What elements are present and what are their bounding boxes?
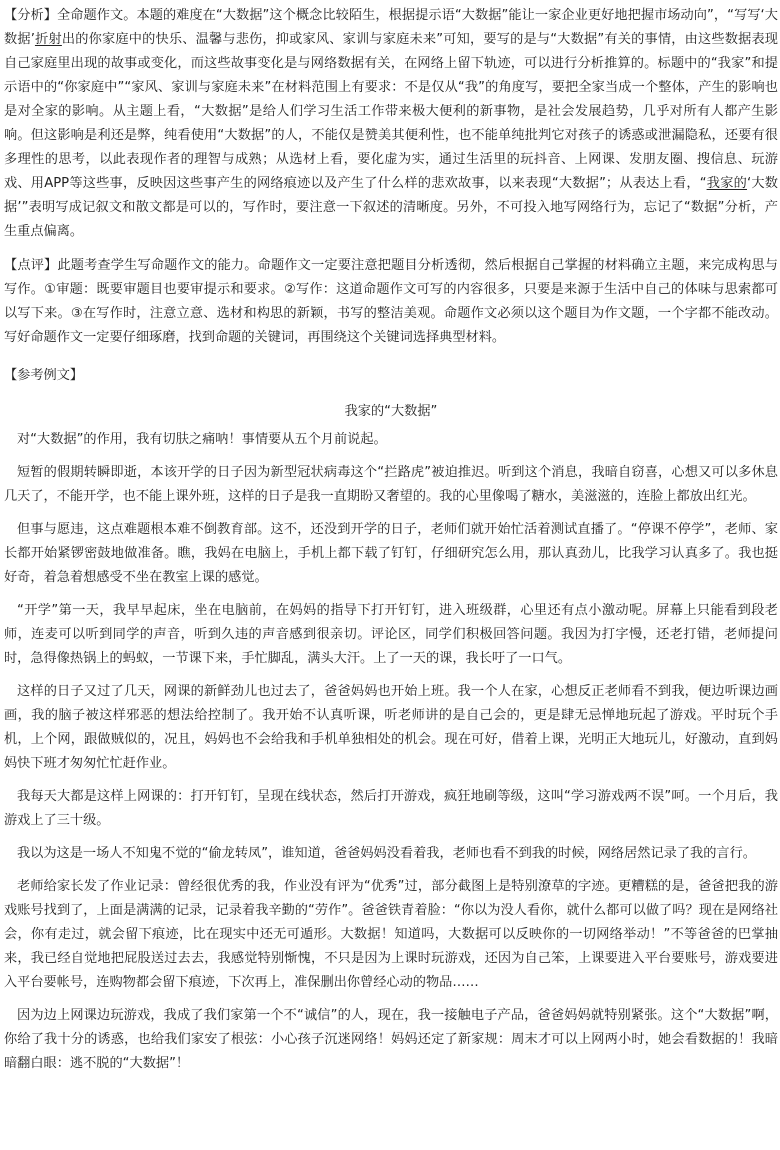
essay-paragraph: 老师给家长发了作业记录：曾经很优秀的我，作业没有评为“优秀”过，部分截图上是特别潦草的字迹。更糟糕的是，爸爸把我的游戏账号找到了，上面是满满的记录，记录着我辛勤的“劳作”。爸爸铁青着脸：“你以为没人看你，就什么都可以做了吗？现在是网络社会，你有走过，就会留下痕迹，比在现实中还无可遁形。大数据！知道吗，大数据可以反映你的一切网络举动！”不等爸爸的巴掌抽来，我已经自觉地把屁股送过去去，我感觉特别惭愧，不只是因为上课时玩游戏，还因为自己笨，上课要进入平台要账号，游戏要进入平台要帐号，连购物都会留下痕迹，下次再上，准保删出你曾经心动的物品……	[4, 879, 778, 990]
comment-section	[4, 254, 778, 350]
essay-paragraph: 我每天大都是这样上网课的：打开钉钉，呈现在线状态，然后打开游戏，疯狂地刷等级，这叫“学习游戏两不误”呵。一个月后，我游戏上了三十级。	[4, 789, 778, 828]
essay-paragraph: 但事与愿违，这点难题根本难不倒教育部。这不，还没到开学的日子，老师们就开始忙活着测试直播了。“停课不停学”，老师、家长都开始紧锣密鼓地做准备。瞧，我妈在电脑上，手机上都下载了钉钉，仔细研究怎么用，那认真劲儿，比我学习认真多了。我也挺好奇，着急着想感受不坐在教室上课的感觉。	[4, 522, 778, 585]
comment-label: 【点评】	[4, 258, 58, 273]
analysis-label: 【分析】	[4, 8, 57, 23]
comment-text: 此题考查学生写命题作文的能力。命题作文一定要注意把题目分析透彻，然后根据自己掌握的材料确立主题，来完成构思与写作。①审题：既要审题目也要审提示和要求。②写作：这道命题作文可写的内容很多，只要是来源于生活中自己的体味与思索都可以写下来。③在写作时，注意立意、选材和构思的新颖，书写的整洁美观。命题作文必须以这个题目为作文题，一个字都不能改动。写好命题作文一定要仔细琢磨，找到命题的关键词，再围绕这个关键词选择典型材料。	[4, 258, 778, 345]
essay-paragraph: 因为边上网课边玩游戏，我成了我们家第一个不“诚信”的人，现在，我一接触电子产品，爸爸妈妈就特别紧张。这个“大数据”啊，你给了我十分的诱惑，也给我们家安了根弦：小心孩子沉迷网络！妈妈还定了新家规：周末才可以上网两小时，她会看数据的！我暗暗翻白眼：逃不脱的“大数据”！	[4, 1008, 778, 1071]
analysis-underlined-phrase: 我家的	[706, 176, 747, 191]
analysis-text-part2: 出的你家庭中的快乐、温馨与悲伤，抑或家风、家训与家庭未来”可知，要写的是与“大数据”有关的事情，由这些数据表现自己家庭里出现的故事或变化，而这些故事变化是与网络数据有关，在网络上留下轨迹，可以进行分析推算的。标题中的“我家”和提示语中的“你家庭中”“家风、家训与家庭未来”在材料范围上有要求：不是仅从“我”的角度写，要把全家当成一个整体，产生的影响也是对全家的影响。从主题上看，“大数据”是给人们学习生活工作带来极大便利的新事物，是社会发展趋势，几乎对所有人都产生影响。但这影响是利还是弊，纯看使用“大数据”的人，不能仅是赞美其便利性，也不能单纯批判它对孩子的诱惑或泄漏隐私，还要有很多理性的思考，以此表现作者的理智与成熟；从选材上看，要化虚为实，通过生活里的玩抖音、上网课、发朋友圈、搜信息、玩游戏、用APP等这些事，反映因这些事产生的网络痕迹以及产生了什么样的悲欢故事，以来表现“大数据”；从表达上看，“	[4, 32, 778, 191]
analysis-underlined-word: 折射	[34, 32, 62, 47]
essay-paragraph: “开学”第一天，我早早起床，坐在电脑前，在妈妈的指导下打开钉钉，进入班级群，心里还有点小激动呢。屏幕上只能看到段老师，连麦可以听到同学的声音，听到久违的声音感到很亲切。评论区，同学们积极回答问题。我因为打字慢，还老打错，老师提问时，急得像热锅上的蚂蚁，一节课下来，手忙脚乱，满头大汗。上了一天的课，我长吁了一口气。	[4, 603, 778, 666]
essay-paragraph: 我以为这是一场人不知鬼不觉的“偷龙转凤”，谁知道，爸爸妈妈没看着我，老师也看不到我的时候，网络居然记录了我的言行。	[17, 846, 756, 861]
reference-label: 【参考例文】	[4, 368, 84, 383]
analysis-text-part3: ‘大数据’”表明写成记叙文和散文都是可以的，写作时，要注意一下叙述的清晰度。另外，不可投入地写网络行为，忘记了“数据”分析，产生重点偏离。	[4, 176, 778, 239]
essay-paragraph: 对“大数据”的作用，我有切肤之痛呐！事情要从五个月前说起。	[17, 432, 387, 447]
essay-title: 我家的“大数据”	[344, 404, 438, 419]
essay-paragraph: 这样的日子又过了几天，网课的新鲜劲儿也过去了，爸爸妈妈也开始上班。我一个人在家，心想反正老师看不到我，便边听课边画画，我的脑子被这样邪恶的想法给控制了。我开始不认真听课，听老师讲的是自己会的，更是肆无忌惮地玩起了游戏。平时玩个手机，上个网，跟做贼似的，况且，妈妈也不会给我和手机单独相处的机会。现在可好，借着上课，光明正大地玩儿，好激动，直到妈妈快下班才匆匆忙忙赶作业。	[4, 684, 778, 771]
essay-paragraph: 短暂的假期转瞬即逝，本该开学的日子因为新型冠状病毒这个“拦路虎”被迫推迟。听到这个消息，我暗自窃喜，心想又可以多休息几天了，不能开学，也不能上课外班，这样的日子是我一直期盼又奢望的。我的心里像喝了糖水，美滋滋的，连脸上都放出红光。	[4, 465, 778, 504]
analysis-text-part1: 全命题作文。本题的难度在“大数据”这个概念比较陌生，根据提示语“大数据”能让一家企业更好地把握市场动向”，“写写‘大数据’	[4, 8, 778, 47]
analysis-section	[4, 4, 778, 244]
